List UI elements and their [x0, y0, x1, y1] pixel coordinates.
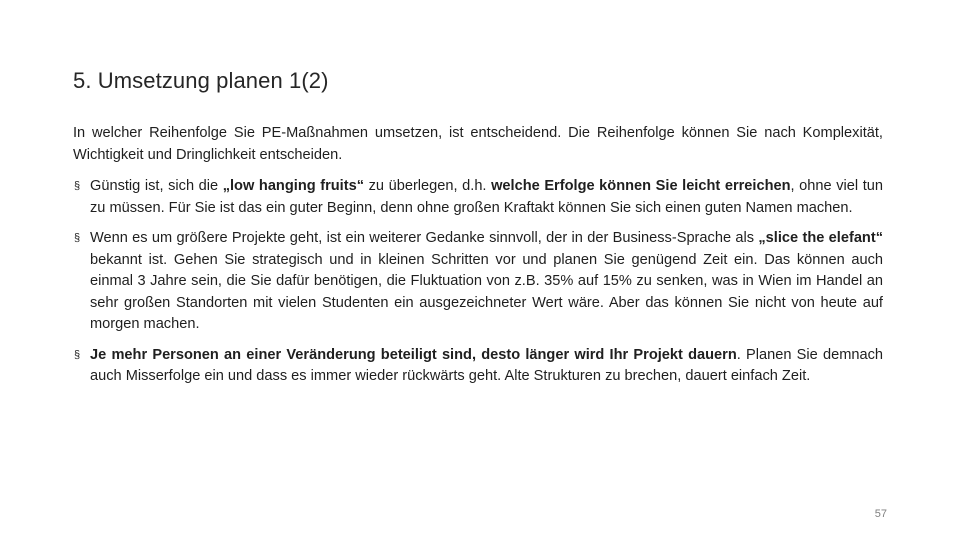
bullet-marker-icon: §: [74, 180, 81, 192]
bullet-item-2: [73, 228, 883, 336]
slide-title: 5. Umsetzung planen 1(2): [73, 68, 329, 93]
bullet-text-part: , ohne viel tun zu müssen. Für Sie ist das ein guter Beginn, denn ohne großen Kraftakt können Sie sich einen guten Namen machen.: [90, 178, 883, 216]
bullet-text-bold: Je mehr Personen an einer Veränderung beteiligt sind, desto länger wird Ihr Projekt dauern: [90, 346, 737, 363]
bullet-text-part: Wenn es um größere Projekte geht, ist ein weiterer Gedanke sinnvoll, der in der Business-Sprache als: [90, 230, 759, 246]
bullet-text-bold: „low hanging fruits“: [222, 178, 365, 194]
bullet-text-bold: „slice the elefant“: [758, 230, 884, 246]
bullet-item-1: [73, 176, 883, 219]
bullet-marker-icon: §: [74, 348, 81, 361]
bullet-text: [90, 230, 883, 332]
bullet-text-bold: welche Erfolge können Sie leicht erreichen: [491, 178, 791, 194]
bullet-text: [90, 347, 883, 385]
slide-content: [73, 123, 883, 397]
bullet-text-part: Günstig ist, sich die: [90, 178, 223, 194]
intro-paragraph: In welcher Reihenfolge Sie PE-Maßnahmen umsetzen, ist entscheidend. Die Reihenfolge können Sie nach Komplexität, Wichtigkeit und Dringlichkeit entscheiden.: [73, 125, 883, 163]
bullet-text-part: zu überlegen, d.h.: [364, 178, 492, 194]
bullet-text: [90, 178, 883, 216]
bullet-text-part: . Planen Sie demnach auch Misserfolge ein und dass es immer wieder rückwärts geht. Alte Strukturen zu brechen, dauert einfach Zeit.: [90, 346, 883, 384]
bullet-item-3: [73, 345, 883, 388]
bullet-marker-icon: §: [74, 232, 81, 244]
bullet-text-part: bekannt ist. Gehen Sie strategisch und in kleinen Schritten vor und planen Sie genügend Zeit ein. Das können auch einmal 3 Jahre sein, die Sie dafür benötigen, die Fluktuation von z.B. 35% auf 15% zu senken, was in Wien im Handel an sehr großen Standorten mit vielen Studenten ein ausgezeichneter Wert wäre. Aber das können Sie nicht von heute auf morgen machen.: [90, 251, 883, 332]
page-number: 57: [874, 508, 887, 520]
